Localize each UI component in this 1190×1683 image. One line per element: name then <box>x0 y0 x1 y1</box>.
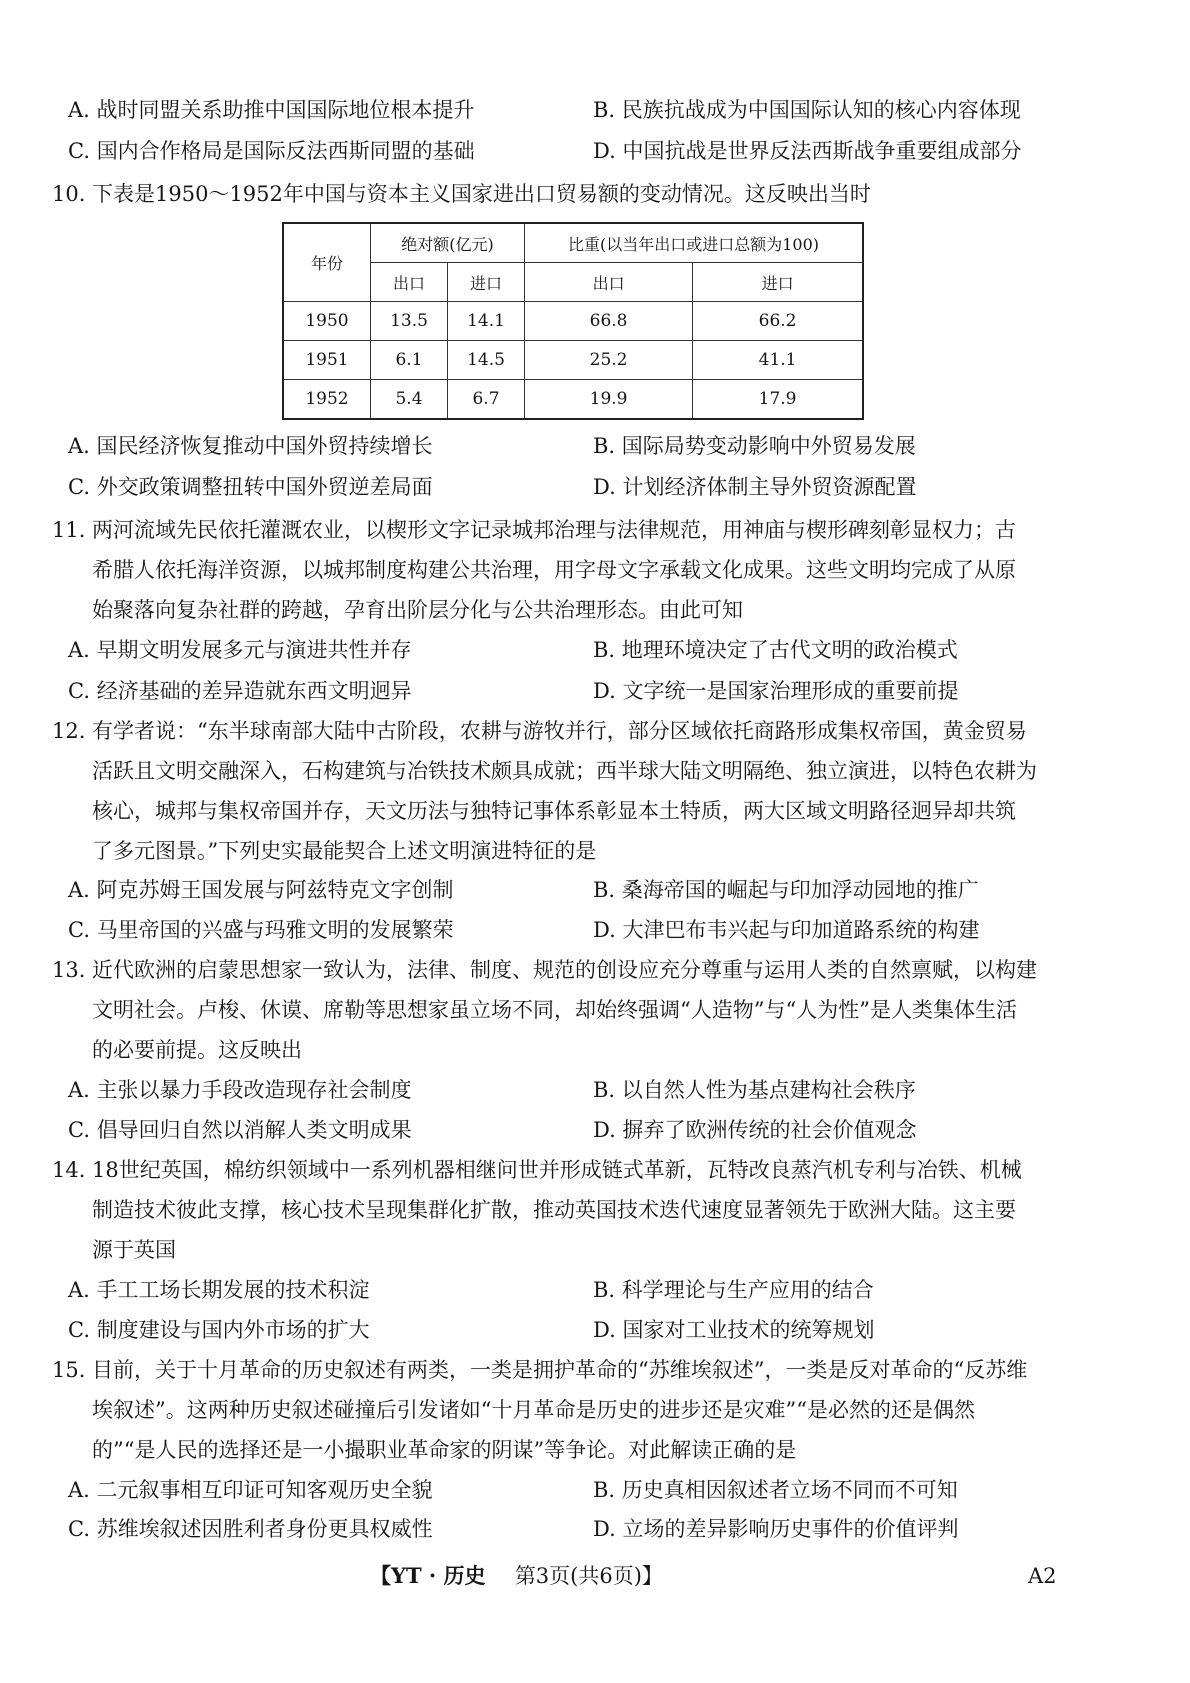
q10-option-row-2 <box>0 467 1190 507</box>
q9-option-b[interactable]: B. 民族抗战成为中国国际认知的核心内容体现 <box>593 98 1021 122</box>
question-15 <box>52 1350 1142 1470</box>
ratio-export-cell: 66.8 <box>525 302 693 341</box>
q15-option-d[interactable]: D. 立场的差异影响历史事件的价值评判 <box>593 1517 959 1541</box>
q13-option-c[interactable]: C. 倡导回归自然以消解人类文明成果 <box>68 1118 412 1142</box>
q12-option-b[interactable]: B. 桑海帝国的崛起与印加浮动园地的推广 <box>593 878 979 902</box>
question-number: 15. <box>52 1358 86 1382</box>
q11-option-d[interactable]: D. 文字统一是国家治理形成的重要前提 <box>593 679 959 703</box>
q11-option-row-1 <box>0 630 1190 670</box>
year-header: 年份 <box>283 223 371 302</box>
ratio-export-cell: 19.9 <box>525 380 693 420</box>
q12-option-a[interactable]: A. 阿克苏姆王国发展与阿兹特克文字创制 <box>68 878 454 902</box>
question-10 <box>52 174 1142 214</box>
paper-code: A2 <box>1028 1564 1057 1588</box>
question-stem: 有学者说：“东半球南部大陆中古阶段，农耕与游牧并行，部分区域依托商路形成集权帝国，黄金贸易 活跃且文明交融深入，石构建筑与冶铁技术颇具成就；西半球大陆文明隔绝、独立演进，以特色农耕为 核心，城邦与集权帝国并存，天文历法与独特记事体系彰显本土特质，两大区域文明路径迥异却共筑 了多元图景。”下列史实最能契合上述文明演进特征的是 <box>92 719 1037 863</box>
q11-option-row-2 <box>0 671 1190 711</box>
abs-export-cell: 6.1 <box>371 341 448 380</box>
q9-option-row-1 <box>0 90 1190 130</box>
question-stem: 下表是1950～1952年中国与资本主义国家进出口贸易额的变动情况。这反映出当时 <box>92 182 871 206</box>
abs-import-cell: 6.7 <box>448 380 525 420</box>
q13-option-row-1 <box>0 1070 1190 1110</box>
question-13 <box>52 950 1142 1070</box>
abs-import-cell: 14.5 <box>448 341 525 380</box>
q10-option-row-1 <box>0 426 1190 466</box>
footer-subject-page: 【YT · 历史 第3页(共6页)】 <box>370 1563 663 1588</box>
q12-option-c[interactable]: C. 马里帝国的兴盛与玛雅文明的发展繁荣 <box>68 918 454 942</box>
q14-option-a[interactable]: A. 手工工场长期发展的技术积淀 <box>68 1278 370 1302</box>
table-row <box>283 341 863 380</box>
abs-export-header: 出口 <box>371 263 448 302</box>
abs-export-cell: 13.5 <box>371 302 448 341</box>
ratio-export-header: 出口 <box>525 263 693 302</box>
q14-option-c[interactable]: C. 制度建设与国内外市场的扩大 <box>68 1318 370 1342</box>
question-stem: 两河流域先民依托灌溉农业，以楔形文字记录城邦治理与法律规范，用神庙与楔形碑刻彰显权力；古 希腊人依托海洋资源，以城邦制度构建公共治理，用字母文字承载文化成果。这些文明均完成了从原 始聚落向复杂社群的跨越，孕育出阶层分化与公共治理形态。由此可知 <box>92 518 1016 622</box>
q13-option-a[interactable]: A. 主张以暴力手段改造现存社会制度 <box>68 1078 412 1102</box>
ratio-import-header: 进口 <box>693 263 863 302</box>
q14-option-row-2 <box>0 1310 1190 1350</box>
abs-import-cell: 14.1 <box>448 302 525 341</box>
q15-option-a[interactable]: A. 二元叙事相互印证可知客观历史全貌 <box>68 1478 433 1502</box>
question-11 <box>52 510 1142 630</box>
q11-option-a[interactable]: A. 早期文明发展多元与演进共性并存 <box>68 638 412 662</box>
question-stem: 目前，关于十月革命的历史叙述有两类，一类是拥护革命的“苏维埃叙述”，一类是反对革命的“反苏维 埃叙述”。这两种历史叙述碰撞后引发诸如“十月革命是历史的进步还是灾难”“是必然的还是偶然 的”“是人民的选择还是一小撮职业革命家的阴谋”等争论。对此解读正确的是 <box>92 1358 1028 1462</box>
q12-option-d[interactable]: D. 大津巴布韦兴起与印加道路系统的构建 <box>593 918 980 942</box>
q12-option-row-2 <box>0 910 1190 950</box>
q10-option-d[interactable]: D. 计划经济体制主导外贸资源配置 <box>593 475 917 499</box>
q10-option-b[interactable]: B. 国际局势变动影响中外贸易发展 <box>593 434 916 458</box>
q12-option-row-1 <box>0 870 1190 910</box>
q14-option-b[interactable]: B. 科学理论与生产应用的结合 <box>593 1278 874 1302</box>
ratio-export-cell: 25.2 <box>525 341 693 380</box>
question-number: 12. <box>52 719 86 743</box>
q15-option-row-1 <box>0 1470 1190 1510</box>
absolute-header: 绝对额(亿元) <box>371 223 525 263</box>
q15-option-row-2 <box>0 1509 1190 1549</box>
q13-option-b[interactable]: B. 以自然人性为基点建构社会秩序 <box>593 1078 916 1102</box>
abs-export-cell: 5.4 <box>371 380 448 420</box>
q9-option-row-2 <box>0 131 1190 171</box>
table-row <box>283 302 863 341</box>
q15-option-c[interactable]: C. 苏维埃叙述因胜利者身份更具权威性 <box>68 1517 433 1541</box>
q11-option-c[interactable]: C. 经济基础的差异造就东西文明迥异 <box>68 679 412 703</box>
question-stem: 近代欧洲的启蒙思想家一致认为，法律、制度、规范的创设应充分尊重与运用人类的自然禀赋，以构建 文明社会。卢梭、休谟、席勒等思想家虽立场不同，却始终强调“人造物”与“人为性”是人类集体生活 的必要前提。这反映出 <box>92 958 1037 1062</box>
question-number: 10. <box>52 182 86 206</box>
question-14 <box>52 1150 1142 1270</box>
ratio-header: 比重(以当年出口或进口总额为100) <box>525 223 864 263</box>
question-number: 14. <box>52 1158 86 1182</box>
abs-import-header: 进口 <box>448 263 525 302</box>
q10-option-c[interactable]: C. 外交政策调整扭转中国外贸逆差局面 <box>68 475 433 499</box>
question-number: 13. <box>52 958 86 982</box>
ratio-import-cell: 66.2 <box>693 302 863 341</box>
question-12 <box>52 711 1142 871</box>
q14-option-d[interactable]: D. 国家对工业技术的统筹规划 <box>593 1318 875 1342</box>
q13-option-row-2 <box>0 1110 1190 1150</box>
page-footer <box>0 1556 1190 1596</box>
q10-option-a[interactable]: A. 国民经济恢复推动中国外贸持续增长 <box>68 434 433 458</box>
q13-option-d[interactable]: D. 摒弃了欧洲传统的社会价值观念 <box>593 1118 917 1142</box>
year-cell: 1950 <box>283 302 371 341</box>
trade-table <box>282 222 864 420</box>
q9-option-c[interactable]: C. 国内合作格局是国际反法西斯同盟的基础 <box>68 139 475 163</box>
year-cell: 1951 <box>283 341 371 380</box>
q14-option-row-1 <box>0 1270 1190 1310</box>
question-stem: 18世纪英国，棉纺织领域中一系列机器相继问世并形成链式革新，瓦特改良蒸汽机专利与冶铁、机械 制造技术彼此支撑，核心技术呈现集群化扩散，推动英国技术迭代速度显著领先于欧洲大陆。这主要 源于英国 <box>92 1158 1022 1262</box>
q15-option-b[interactable]: B. 历史真相因叙述者立场不同而不可知 <box>593 1478 958 1502</box>
q11-option-b[interactable]: B. 地理环境决定了古代文明的政治模式 <box>593 638 958 662</box>
question-number: 11. <box>52 518 86 542</box>
table-row <box>283 380 863 420</box>
ratio-import-cell: 17.9 <box>693 380 863 420</box>
q9-option-a[interactable]: A. 战时同盟关系助推中国国际地位根本提升 <box>68 98 475 122</box>
ratio-import-cell: 41.1 <box>693 341 863 380</box>
q9-option-d[interactable]: D. 中国抗战是世界反法西斯战争重要组成部分 <box>593 139 1022 163</box>
year-cell: 1952 <box>283 380 371 420</box>
